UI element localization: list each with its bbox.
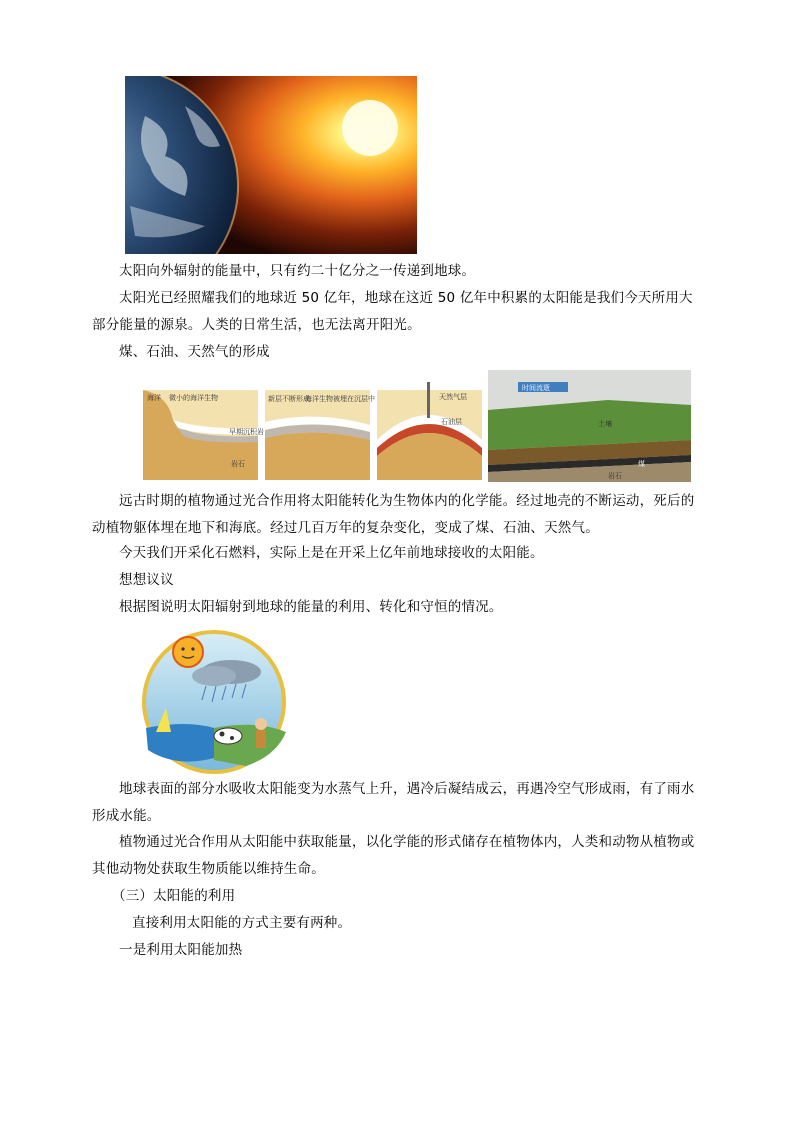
paragraph-8: 地球表面的部分水吸收太阳能变为水蒸气上升，遇冷后凝结成云，再遇冷空气形成雨，有了雨水形成水能。 bbox=[92, 781, 695, 824]
label-buried: 海洋生物被埋在沉层中 bbox=[305, 395, 375, 403]
diagram-panel-coal bbox=[488, 370, 691, 482]
paragraph-10: （三）太阳能的利用 bbox=[112, 888, 236, 904]
energy-cycle-illustration bbox=[126, 628, 302, 774]
label-gas-layer: 天然气层 bbox=[439, 393, 467, 401]
diagram-panel-layers bbox=[265, 390, 375, 480]
earth-sun-photo bbox=[125, 76, 417, 254]
label-sediment: 早期沉积岩 bbox=[229, 428, 264, 436]
paragraph-4: 远古时期的植物通过光合作用将太阳能转化为生物体内的化学能。经过地壳的不断运动，死后的动植物躯体埋在地下和海底。经过几百万年的复杂变化，变成了煤、石油、天然气。 bbox=[92, 493, 695, 536]
label-time: 时间流逝 bbox=[522, 384, 550, 392]
label-plankton: 微小的海洋生物 bbox=[169, 394, 218, 402]
label-rock-4: 岩石 bbox=[608, 472, 622, 480]
diagram-panel-sea bbox=[143, 390, 264, 480]
paragraph-7: 根据图说明太阳辐射到地球的能量的利用、转化和守恒的情况。 bbox=[119, 599, 503, 615]
fossil-fuel-diagram bbox=[143, 370, 691, 482]
label-soil: 土壤 bbox=[598, 420, 612, 428]
diagram-panel-oil-gas bbox=[377, 382, 482, 480]
paragraph-12: 一是利用太阳能加热 bbox=[119, 942, 243, 958]
label-sea: 海洋 bbox=[147, 394, 161, 402]
paragraph-11: 直接利用太阳能的方式主要有两种。 bbox=[132, 915, 352, 931]
label-coal: 煤 bbox=[638, 460, 645, 468]
label-new-layer: 新层不断形成 bbox=[268, 395, 310, 403]
paragraph-2: 太阳光已经照耀我们的地球近 50 亿年，地球在这近 50 亿年中积累的太阳能是我们今天所用大部分能量的源泉。人类的日常生活，也无法离开阳光。 bbox=[92, 290, 693, 333]
paragraph-1: 太阳向外辐射的能量中，只有约二十亿分之一传递到地球。 bbox=[119, 263, 476, 279]
paragraph-5: 今天我们开采化石燃料，实际上是在开采上亿年前地球接收的太阳能。 bbox=[119, 545, 544, 561]
label-oil-layer: 石油层 bbox=[441, 418, 462, 426]
paragraph-3: 煤、石油、天然气的形成 bbox=[119, 344, 270, 360]
paragraph-9: 植物通过光合作用从太阳能中获取能量，以化学能的形式储存在植物体内，人类和动物从植物或其他动物处获取生物质能以维持生命。 bbox=[92, 834, 695, 877]
paragraph-6: 想想议议 bbox=[119, 572, 174, 588]
label-rock-1: 岩石 bbox=[231, 460, 245, 468]
